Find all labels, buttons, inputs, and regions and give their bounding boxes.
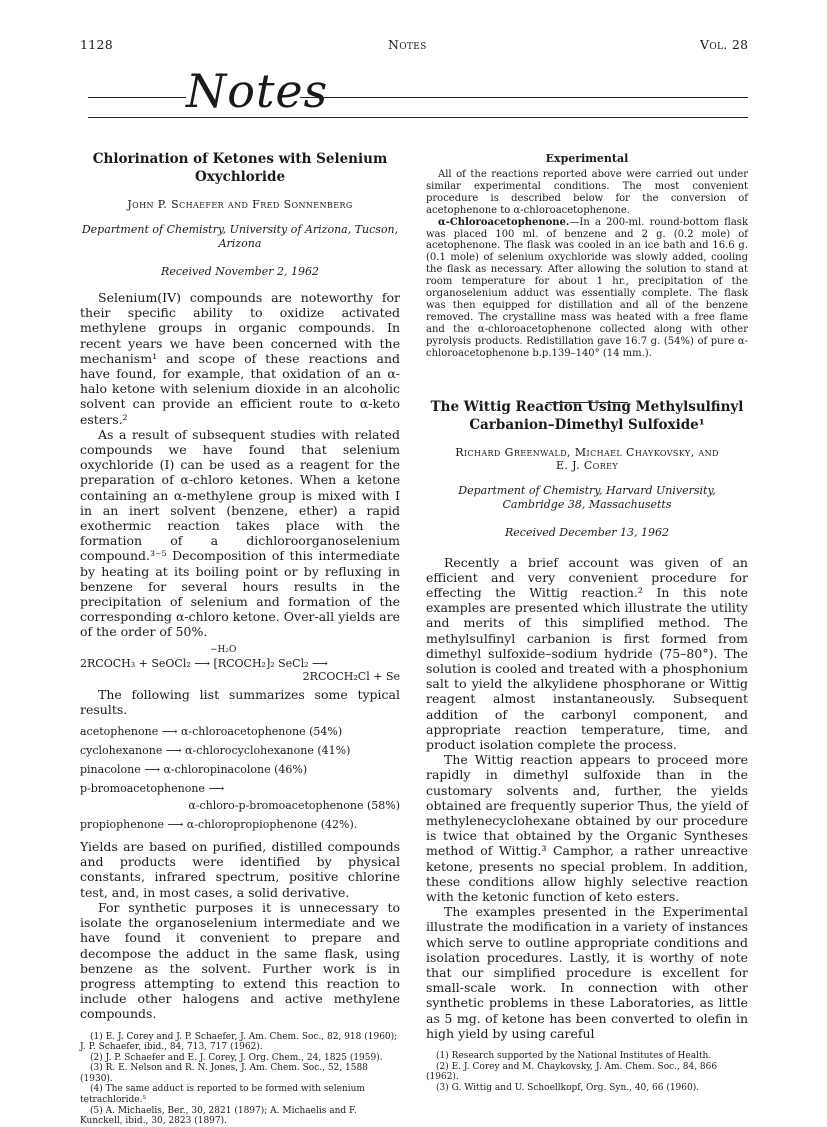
article2-para3: The examples presented in the Experimental illustrate the modification in a variety of instances which serve to outline appropriate conditions and isolation procedures. Lastly, it is worthy of note that our simplified procedure is excellent for small-scale work. In connection with other synthetic problems in these Laboratories, as little as 5 mg. of ketone has been converted to olefin in high yield by using careful <box>426 904 748 1041</box>
result-item: pinacolone ⟶ α-chloropinacolone (46%) <box>80 763 308 777</box>
running-head: Notes <box>388 37 427 52</box>
article2-footnotes <box>426 1051 748 1093</box>
volume-label: Vol. 28 <box>700 37 749 52</box>
experimental-body <box>426 169 748 360</box>
article2-para2: The Wittig reaction appears to proceed more rapidly in dimethyl sulfoxide than in the customary solvents and, further, the yields obtained are frequently superior Thus, the yield of methylenecyclohexane obtained by our procedure is twice that obtained by the Organic Syntheses method of Wittig.³ Camphor, a rather unreactive ketone, presents no special problem. In addition, these conditions allow highly selective reaction with the ketonic function of keto esters. <box>426 752 748 904</box>
reaction-equation: −H₂O 2RCOCH₃ + SeOCl₂ ⟶ [RCOCH₂]₂ SeCl₂ ⟶ 2RCOCH₂Cl + Se <box>80 644 400 683</box>
banner-rule-left <box>88 97 186 98</box>
article1-received: Received November 2, 1962 <box>161 265 319 278</box>
article-separator <box>546 402 628 403</box>
page-number: 1128 <box>80 37 114 52</box>
article1-body <box>80 290 400 640</box>
result-item: propiophenone ⟶ α-chloropropiophenone (42%). <box>80 818 358 832</box>
article2-affiliation: Department of Chemistry, Harvard University, Cambridge 38, Massachusetts <box>458 483 716 511</box>
footnote: (1) E. J. Corey and J. P. Schaefer, J. Am. Chem. Soc., 82, 918 (1960); J. P. Schaefer, ibid., 84, 713, 717 (1962). <box>80 1031 398 1053</box>
footnote: (3) G. Wittig and U. Schoellkopf, Org. Syn., 40, 66 (1960). <box>436 1082 700 1093</box>
result-item: acetophenone ⟶ α-chloroacetophenone (54%) <box>80 725 343 739</box>
footnote: (4) The same adduct is reported to be formed with selenium tetrachloride.⁵ <box>80 1084 365 1106</box>
article1-footnotes <box>80 1032 400 1127</box>
right-column <box>426 152 748 1093</box>
article2-para1: Recently a brief account was given of an efficient and very convenient procedure for effecting the Wittig reaction.² In this note examples are presented which illustrate the utility and merits of this simplified method. The methylsulfinyl carbanion is first formed from dimethyl sulfoxide–sodium hydride (75–80°). The solution is cooled and treated with a phosphonium salt to yield the alkylidene phosphorane or Wittig reagent almost instantaneously. Subsequent addition of the carbonyl component, and appropriate reaction temperature, time, and product isolation complete the process. <box>426 554 748 752</box>
article2-body <box>426 555 748 1042</box>
footnote: (3) R. E. Nelson and R. N. Jones, J. Am. Chem. Soc., 52, 1588 (1930). <box>80 1063 368 1084</box>
article1-para5: For synthetic purposes it is unnecessary to isolate the organoselenium intermediate and we have found it convenient to prepare and decompose the adduct in the same flask, using benzene as the solvent. Further work is in progress attempting to extend this reaction to include other halogens and active methylene compounds. <box>80 899 400 1022</box>
footnote: (2) J. P. Schaefer and E. J. Corey, J. Org. Chem., 24, 1825 (1959). <box>90 1052 383 1063</box>
footnote: (5) A. Michaelis, Ber., 30, 2821 (1897); A. Michaelis and F. Kunckell, ibid., 30, 2823 (1897). <box>80 1105 357 1127</box>
notes-banner-title: Notes <box>186 64 329 118</box>
footnote: (1) Research supported by the National Institutes of Health. <box>436 1051 712 1061</box>
article2-title: The Wittig Reaction Using Methylsulfinyl Carbanion–Dimethyl Sulfoxide¹ <box>430 398 744 433</box>
article2-received: Received December 13, 1962 <box>505 525 669 539</box>
experimental-heading: Experimental <box>545 152 629 165</box>
article1-title: Chlorination of Ketones with Selenium Oxychloride <box>92 151 388 185</box>
article1-authors: John P. Schaefer and Fred Sonnenberg <box>127 198 353 211</box>
left-column <box>80 150 400 1127</box>
article1-para2: As a result of subsequent studies with related compounds we have found that selenium oxychloride (I) can be used as a reagent for the preparation of α-chloro ketones. When a ketone containing an α-methylene group is mixed with I in an inert solvent (benzene, ether) a rapid exothermic reaction takes place with the formation of a dichloroorganoselenium compound.³⁻⁵ Decomposition of this intermediate by heating at its boiling point or by refluxing in benzene for several hours results in the precipitation of selenium and formation of the corresponding α-chloro ketone. Over-all yields are of the order of 50%. <box>80 426 400 640</box>
result-item: α-chloro-p-bromoacetophenone (58%) <box>188 799 400 813</box>
article1-para3: The following list summarizes some typical results. <box>80 686 400 717</box>
experimental-para1: All of the reactions reported above were carried out under similar experimental conditions. The most convenient procedure is described below for the conversion of acetophenone to α-chloroacetophenone. <box>426 169 748 216</box>
article1-para4: Yields are based on purified, distilled compounds and products were identified by physical constants, infrared spectrum, positive chlorine test, and, in most cases, a solid derivative. <box>80 839 400 900</box>
footnote: (2) E. J. Corey and M. Chaykovsky, J. Am. Chem. Soc., 84, 866 (1962). <box>426 1061 718 1083</box>
article1-para1: Selenium(IV) compounds are noteworthy for their specific ability to oxidize activated methylene groups in organic compounds. In recent years we have been concerned with the mechanism¹ and scope of these reactions and have found, for example, that oxidation of an α-halo ketone with selenium dioxide in an alcoholic solvent can provide an efficient route to α-keto esters.² <box>80 290 400 427</box>
result-item: cyclohexanone ⟶ α-chlorocyclohexanone (41%) <box>80 744 351 758</box>
result-item: p-bromoacetophenone ⟶ <box>80 782 225 796</box>
article1-affiliation: Department of Chemistry, University of Arizona, Tucson, Arizona <box>81 223 399 250</box>
banner-rule-under <box>88 117 748 118</box>
experimental-para2: α-Chloroacetophenone.—In a 200-ml. round-bottom flask was placed 100 ml. of benzene and 2 g. (0.2 mole) of acetophenone. The flask was cooled in an ice bath and 16.6 g. (0.1 mole) of selenium oxychloride was slowly added, cooling the flask as necessary. After allowing the solution to stand at room temperature for about 1 hr., precipitation of the organoselenium adduct was essentially complete. The flask was then equipped for distillation and all of the benzene removed. The crystalline mass was heated with a free flame and the α-chloroacetophenone collected along with other pyrolysis products. Redistillation gave 16.7 g. (54%) of pure α-chloroacetophenone b.p.139–140° (14 mm.). <box>426 216 748 359</box>
results-list <box>80 723 400 833</box>
banner-rule-right <box>300 97 748 98</box>
article2-authors: Richard Greenwald, Michael Chaykovsky, and E. J. Corey <box>455 445 719 472</box>
